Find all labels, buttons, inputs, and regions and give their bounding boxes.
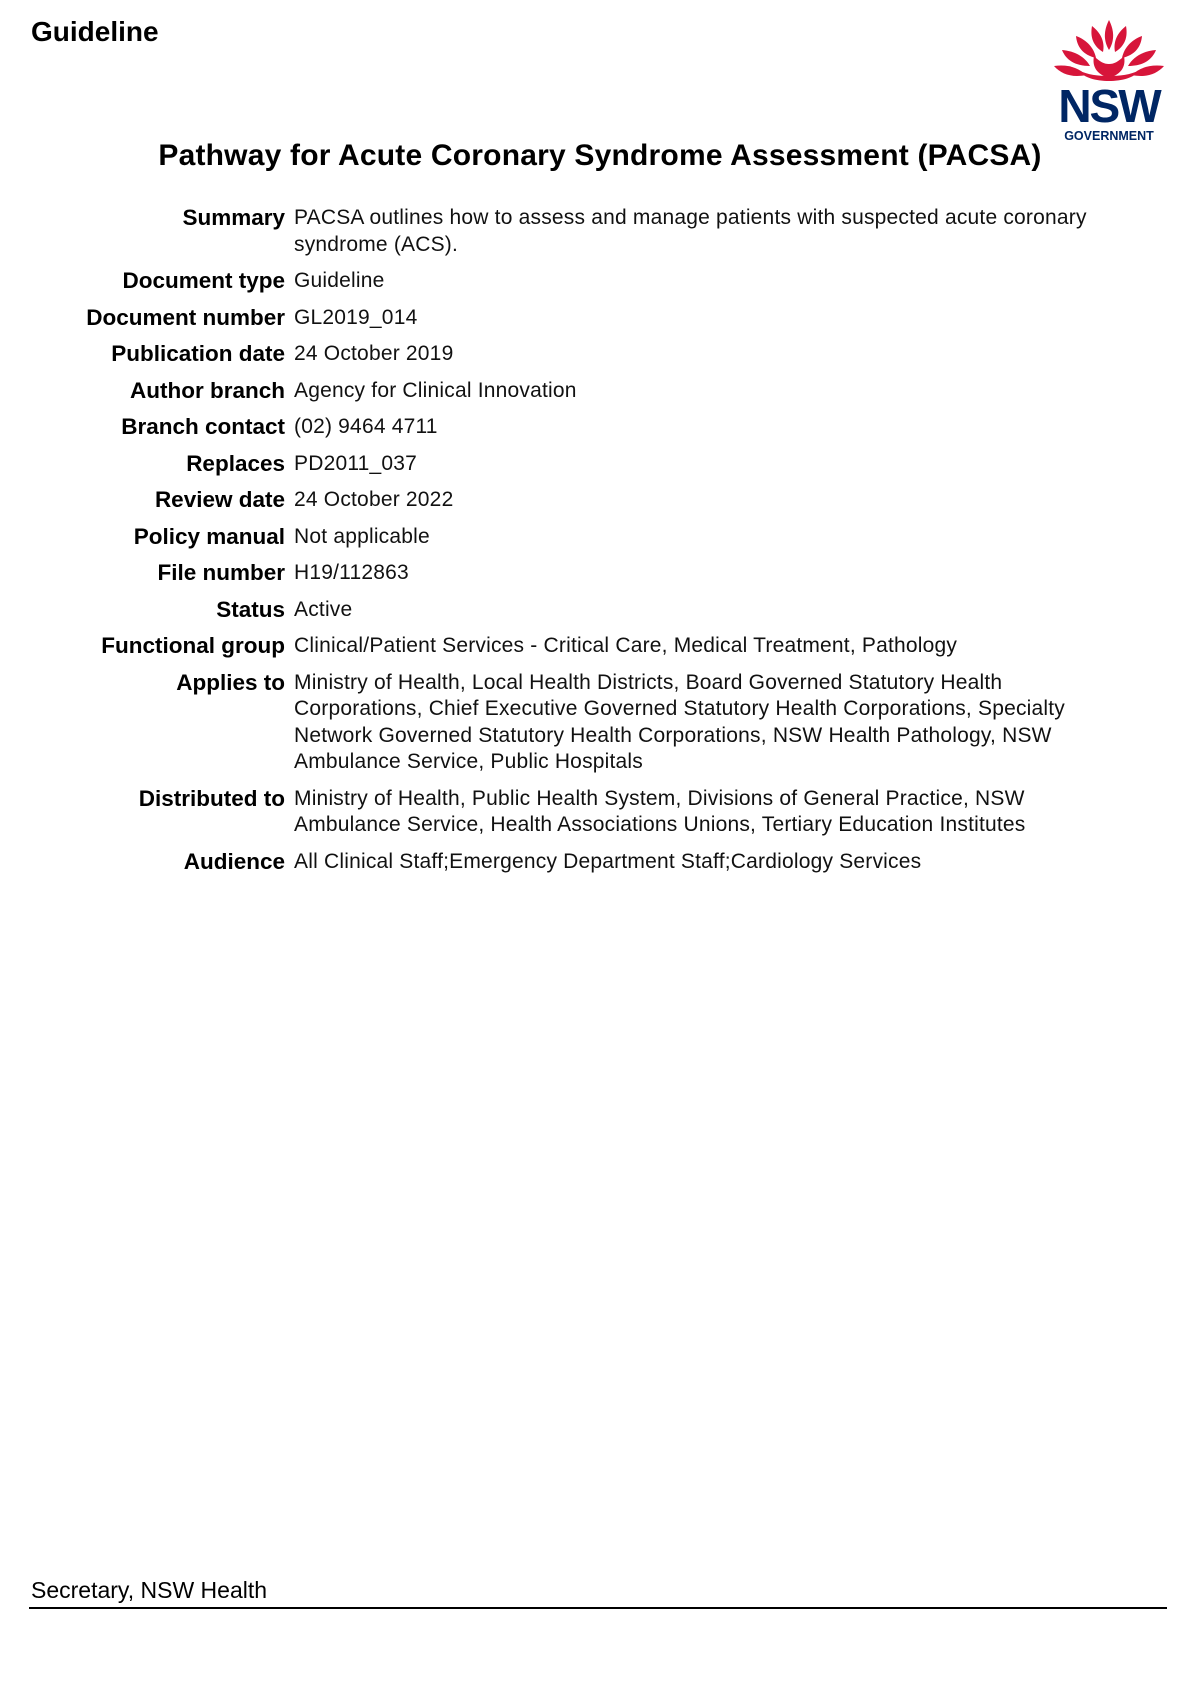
metadata-row bbox=[0, 524, 1200, 551]
metadata-label: Summary bbox=[182, 205, 285, 230]
metadata-value: Not applicable bbox=[294, 524, 430, 548]
metadata-label: Publication date bbox=[111, 341, 285, 366]
metadata-value: All Clinical Staff;Emergency Department Staff;Cardiology Services bbox=[294, 849, 922, 873]
metadata-row bbox=[0, 487, 1200, 514]
metadata-row bbox=[0, 414, 1200, 441]
metadata-value: Guideline bbox=[294, 269, 385, 292]
metadata-value: Clinical/Patient Services - Critical Care, Medical Treatment, Pathology bbox=[294, 634, 958, 657]
metadata-label: File number bbox=[157, 560, 285, 585]
metadata-row bbox=[0, 341, 1200, 368]
metadata-label: Status bbox=[216, 596, 285, 622]
metadata-label: Author branch bbox=[130, 377, 285, 403]
metadata-row bbox=[0, 378, 1200, 405]
metadata-label: Replaces bbox=[186, 450, 285, 476]
metadata-value: GL2019_014 bbox=[294, 305, 418, 329]
metadata-value: Ministry of Health, Local Health Districts, Board Governed Statutory Health Corporations, Chief Executive Governed Statutory Health Corporations, Specialty Network Governed Statutory Health Corporations, NSW Health Pathology, NSW Ambulance Service, Public Hospitals bbox=[294, 670, 1066, 773]
logo-subtext: GOVERNMENT bbox=[1064, 129, 1154, 143]
logo-wordmark: NSW bbox=[1058, 80, 1160, 132]
nsw-waratah-icon bbox=[1048, 18, 1170, 144]
footer-signatory: Secretary, NSW Health bbox=[31, 1577, 268, 1603]
metadata-label: Audience bbox=[183, 848, 285, 874]
document-kind-heading: Guideline bbox=[31, 16, 159, 47]
metadata-label: Branch contact bbox=[121, 414, 285, 439]
metadata-label: Document number bbox=[86, 304, 285, 330]
metadata-row bbox=[0, 849, 1200, 876]
nsw-government-logo bbox=[1048, 18, 1170, 144]
metadata-row bbox=[0, 786, 1200, 839]
metadata-label: Document type bbox=[122, 268, 285, 293]
metadata-row bbox=[0, 560, 1200, 587]
metadata-row bbox=[0, 670, 1200, 776]
metadata-value: Ministry of Health, Public Health System, Divisions of General Practice, NSW Ambulance Service, Health Associations Unions, Tertiary Education Institutes bbox=[294, 786, 1026, 836]
metadata-value: Active bbox=[294, 597, 353, 621]
metadata-table bbox=[0, 205, 1200, 885]
metadata-label: Distributed to bbox=[138, 785, 285, 811]
metadata-value: 24 October 2022 bbox=[294, 488, 454, 511]
metadata-row bbox=[0, 268, 1200, 295]
metadata-value: PACSA outlines how to assess and manage patients with suspected acute coronary syndrome (ACS). bbox=[294, 206, 1087, 256]
metadata-value: Agency for Clinical Innovation bbox=[294, 378, 577, 402]
metadata-value: 24 October 2019 bbox=[294, 342, 454, 365]
metadata-label: Review date bbox=[154, 487, 285, 512]
metadata-row bbox=[0, 451, 1200, 478]
metadata-value: (02) 9464 4711 bbox=[294, 415, 438, 438]
metadata-label: Functional group bbox=[101, 633, 285, 658]
metadata-row bbox=[0, 597, 1200, 624]
metadata-row bbox=[0, 633, 1200, 660]
metadata-value: H19/112863 bbox=[294, 561, 409, 584]
footer-divider bbox=[29, 1607, 1167, 1609]
page-title: Pathway for Acute Coronary Syndrome Assessment (PACSA) bbox=[158, 139, 1042, 172]
metadata-label: Policy manual bbox=[133, 523, 285, 549]
metadata-label: Applies to bbox=[176, 669, 285, 695]
metadata-value: PD2011_037 bbox=[294, 451, 418, 475]
metadata-row bbox=[0, 205, 1200, 258]
metadata-row bbox=[0, 305, 1200, 332]
